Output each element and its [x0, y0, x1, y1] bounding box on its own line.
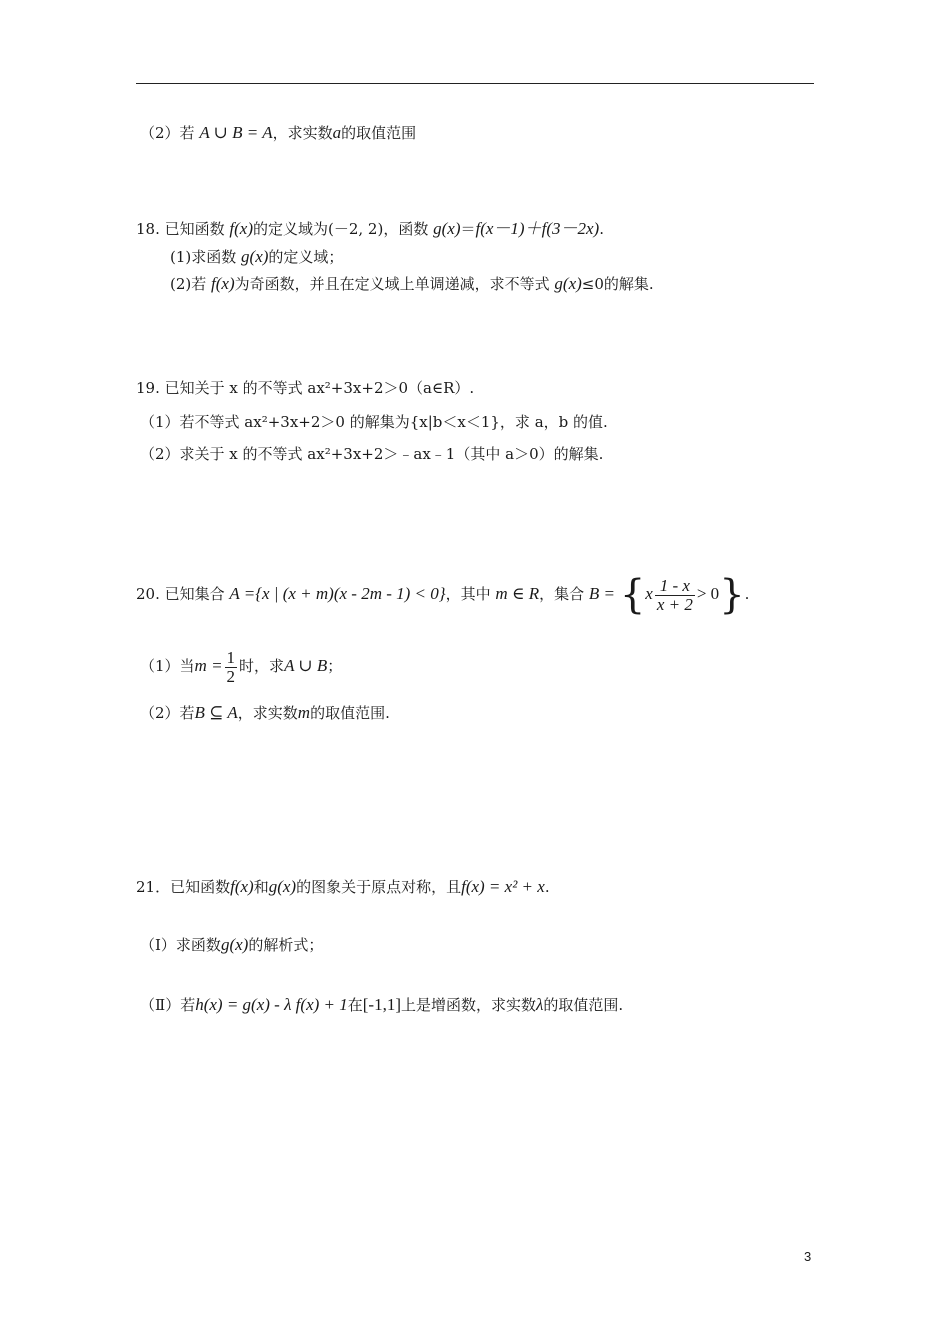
- q21-fx: f(x): [230, 877, 254, 896]
- q19-stem-text: 19. 已知关于 x 的不等式 ax²+3x+2＞0（a∈R）.: [136, 379, 475, 397]
- left-brace-icon: {: [619, 572, 646, 618]
- q20-B-x: x: [645, 584, 653, 603]
- q20-p1-end: ；: [327, 657, 343, 675]
- q19-p2-text: （2）求关于 x 的不等式 ax²+3x+2＞﹣ax﹣1（其中 a＞0）的解集.: [140, 445, 604, 463]
- q19-part1: [140, 411, 608, 433]
- q21-p2-label: （Ⅱ）若: [140, 996, 196, 1014]
- q21-p1-end: 的解析式；: [248, 936, 324, 954]
- q17-part2-var: a: [332, 123, 342, 142]
- q21-p2-end: 的取值范围.: [543, 996, 624, 1014]
- q21-prefix: 21．已知函数: [136, 878, 231, 896]
- q18-rhs: f(x－1)＋f(3－2x): [475, 219, 600, 238]
- q20-part2: [140, 702, 390, 724]
- q18-p1-end: 的定义域；: [268, 248, 344, 266]
- q20-B-den: x + 2: [656, 594, 693, 614]
- q17-part2-math: A ∪ B = A: [199, 123, 273, 142]
- q20-p1-expr: A ∪ B: [284, 656, 328, 675]
- q18-p2-fx: f(x): [211, 274, 235, 293]
- q21-p1-gx: g(x): [220, 935, 249, 954]
- q18-p1-gx: g(x): [241, 247, 269, 266]
- q20-stem: [136, 570, 749, 618]
- q20-mid2: ，集合: [539, 585, 585, 603]
- q17-part2-label: （2）若: [140, 124, 195, 142]
- q18-eq: ＝: [460, 220, 476, 238]
- q20-p2-var: m: [297, 703, 311, 722]
- q18-text1: 的定义域为(－2, 2)，函数: [253, 220, 434, 238]
- q20-B-fraction: [655, 577, 695, 614]
- header-rule: [136, 83, 814, 84]
- q18-p2-ineq: ≤0: [581, 275, 604, 293]
- q20-mid1: ，其中: [445, 585, 491, 603]
- q17-part2-end: 的取值范围: [341, 124, 417, 142]
- q21-gx: g(x): [268, 877, 297, 896]
- q17-part2-mid: ，求实数: [272, 124, 333, 142]
- q18-end: .: [599, 220, 604, 238]
- q20-p2-end: 的取值范围.: [310, 704, 390, 722]
- q20-p1-num: 1: [226, 647, 236, 667]
- q17-part2: [140, 122, 416, 144]
- q20-B-gt: > 0: [696, 584, 720, 603]
- q18-gx: g(x): [433, 219, 461, 238]
- q19-stem: [136, 377, 474, 399]
- q21-p2-expr: h(x) = g(x) - λ f(x) + 1: [195, 995, 348, 1014]
- q21-end: .: [544, 878, 550, 896]
- q18-p1-label: (1)求函数: [170, 248, 242, 266]
- q20-p1-mid: 时，求: [239, 657, 285, 675]
- page-number: 3: [804, 1249, 812, 1264]
- q21-p2-interval: [-1,1]: [362, 995, 401, 1014]
- q18-p2-gx: g(x): [554, 274, 582, 293]
- q20-end: .: [744, 585, 750, 603]
- q20-p2-mid: ，求实数: [237, 704, 298, 722]
- q21-part1: [140, 934, 323, 956]
- q20-p1-m: m =: [194, 656, 223, 675]
- q21-stem: [136, 876, 550, 898]
- q21-p2-var: λ: [536, 995, 544, 1014]
- q20-part1: [140, 644, 342, 688]
- q21-def: f(x) = x² + x: [461, 877, 545, 896]
- q21-p2-in: 在: [347, 996, 363, 1014]
- q18-p2-label: (2)若: [170, 275, 212, 293]
- q21-mid: 的图象关于原点对称，且: [296, 878, 462, 896]
- q18-part2: [170, 273, 654, 295]
- q18-stem: [136, 218, 604, 240]
- q20-prefix: 20. 已知集合: [136, 585, 225, 603]
- q21-part2: [140, 994, 623, 1016]
- q20-B-lhs: B =: [588, 584, 616, 603]
- q18-part1: [170, 246, 343, 268]
- q18-fx: f(x): [229, 219, 253, 238]
- q20-p2-expr: B ⊆ A: [194, 703, 238, 722]
- q21-p2-mid: 上是增函数，求实数: [401, 996, 537, 1014]
- q18-p2-end: 的解集.: [603, 275, 654, 293]
- right-brace-icon: }: [719, 572, 745, 618]
- q20-mR: m ∈ R: [495, 584, 540, 603]
- q20-B-num: 1 - x: [655, 577, 695, 596]
- q20-p1-den: 2: [226, 666, 236, 686]
- q20-setA: A ={x | (x + m)(x - 2m - 1) < 0}: [229, 584, 446, 603]
- q20-p1-fraction: [225, 649, 238, 686]
- q19-part2: [140, 443, 603, 465]
- q21-p1-label: （Ⅰ）求函数: [140, 936, 221, 954]
- q19-p1-text: （1）若不等式 ax²+3x+2＞0 的解集为{x|b＜x＜1}，求 a，b 的值.: [140, 413, 608, 431]
- q20-p2-label: （2）若: [140, 704, 195, 722]
- q18-prefix: 18. 已知函数: [136, 220, 230, 238]
- q21-and: 和: [253, 878, 269, 896]
- q18-p2-mid: 为奇函数，并且在定义域上单调递减，求不等式: [234, 275, 555, 293]
- q20-p1-label: （1）当: [140, 657, 195, 675]
